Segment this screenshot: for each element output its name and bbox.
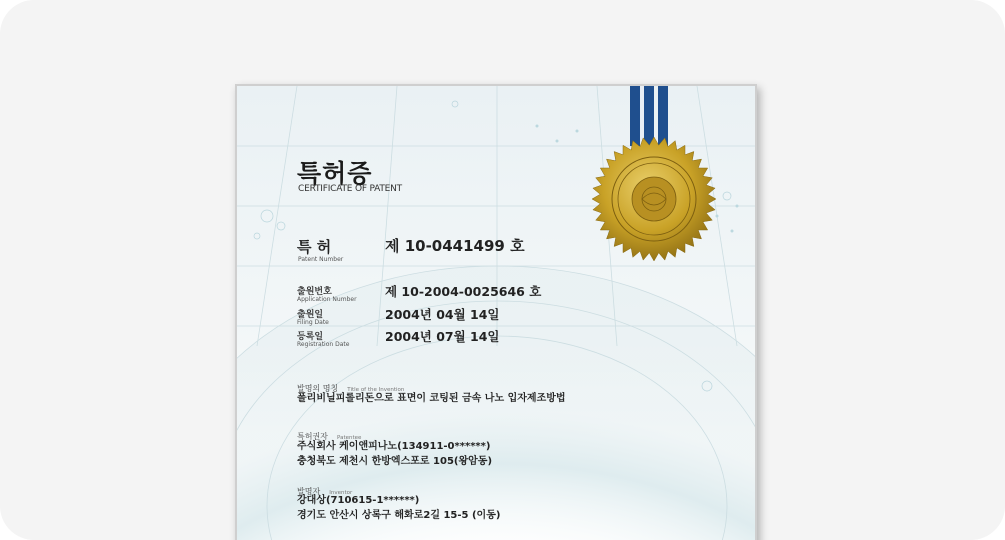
application-number-label: 출원번호 xyxy=(297,287,332,297)
patentee-label: 특허권자 xyxy=(297,432,328,441)
filing-date-value: 2004년 04월 14일 xyxy=(385,307,500,322)
patentee-label-en: Patentee xyxy=(337,435,362,441)
invention-label-en: Title of the Invention xyxy=(347,387,405,393)
registration-date-label-en: Registration Date xyxy=(297,341,350,348)
application-number-value: 제 10-2004-0025646 호 xyxy=(385,284,542,299)
filing-date-label: 출원일 xyxy=(297,310,324,320)
inventor-label: 발명자 xyxy=(297,487,321,496)
inventor-label-en: Inventor xyxy=(329,490,353,496)
filing-date-label-en: Filing Date xyxy=(297,319,329,326)
patentee-address: 충청북도 제천시 한방엑스포로 105(왕암동) xyxy=(297,456,493,467)
registration-date-value: 2004년 07월 14일 xyxy=(385,329,500,344)
gold-seal-icon xyxy=(589,136,719,262)
patentee-name: 주식회사 케이앤피나노(134911-0******) xyxy=(297,441,491,452)
certificate-title: 특허증 xyxy=(297,159,373,188)
invention-label: 발명의 명칭 xyxy=(297,384,339,393)
certificate-subtitle: CERTIFICATE OF PATENT xyxy=(298,184,402,194)
inventor-address: 경기도 안산시 상록구 해화로2길 15-5 (이동) xyxy=(297,510,501,521)
invention-title: 폴리비닐피롤리돈으로 표면이 코팅된 금속 나노 입자제조방법 xyxy=(297,393,566,404)
registration-date-label: 등록일 xyxy=(297,332,324,342)
application-number-label-en: Application Number xyxy=(297,296,357,303)
inventor-name: 강대상(710615-1******) xyxy=(297,495,420,506)
patent-number-label: 특 허 xyxy=(297,238,332,256)
patent-certificate xyxy=(235,84,757,540)
patent-number-value: 제 10-0441499 호 xyxy=(385,237,525,255)
patent-number-label-en: Patent Number xyxy=(298,256,344,263)
